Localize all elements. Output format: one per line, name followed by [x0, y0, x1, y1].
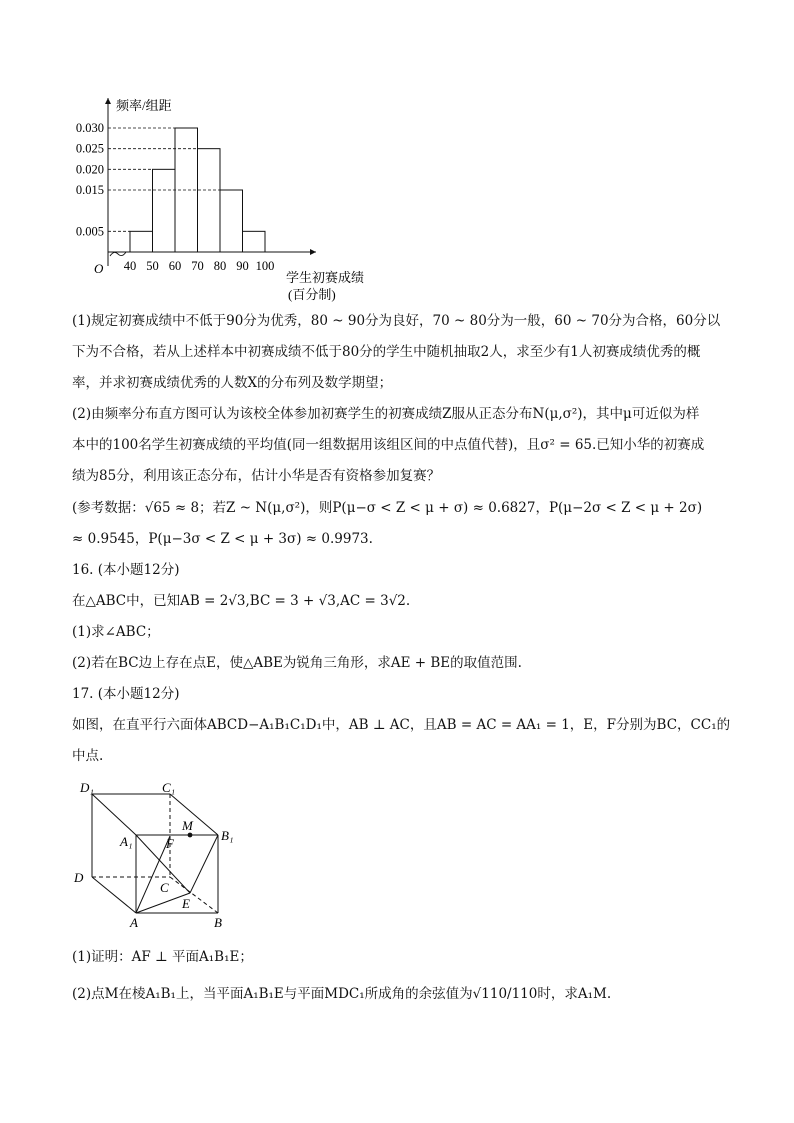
- q16-stem: 在△ABC中，已知AB = 2√3,BC = 3 + √3,AC = 3√2.: [72, 593, 411, 609]
- y-axis-label: 频率/组距: [116, 98, 172, 113]
- q17-part2: (2)点M在棱A₁B₁上，当平面A₁B₁E与平面MDC₁所成角的余弦值为√110/110时，求A₁M.: [72, 986, 612, 1002]
- x-tick-label: 40: [123, 259, 137, 273]
- label-b1: B₁: [221, 828, 234, 843]
- q17-stem-line2: 中点.: [72, 748, 104, 764]
- x-tick-label: 80: [213, 259, 227, 273]
- histogram-bar-70-80: [198, 149, 221, 252]
- axis-break-mark: [110, 252, 126, 256]
- q15-reference-line2: ≈ 0.9545，P(μ−3σ < Z < μ + 3σ) ≈ 0.9973.: [72, 531, 373, 547]
- q15-part1-line1: (1)规定初赛成绩中不低于90分为优秀，80 ~ 90分为良好，70 ~ 80分为一般，60 ~ 70分为合格，60分以: [72, 313, 721, 329]
- q15-part1-line2: 下为不合格，若从上述样本中初赛成绩不低于80分的学生中随机抽取2人，求至少有1人初赛成绩优秀的概: [72, 344, 701, 360]
- q15-reference-line1: (参考数据：√65 ≈ 8；若Z ~ N(μ,σ²)，则P(μ−σ < Z < μ + σ) ≈ 0.6827，P(μ−2σ < Z < μ + 2σ): [72, 500, 703, 516]
- origin-label: O: [94, 261, 104, 276]
- histogram-bar-90-100: [243, 231, 266, 252]
- y-tick-label: 0.005: [75, 224, 104, 239]
- q16-part1: (1)求∠ABC；: [72, 624, 160, 640]
- label-f: F: [166, 836, 174, 851]
- x-tick-label: 60: [168, 259, 182, 273]
- x-tick-label: 90: [236, 259, 249, 273]
- label-a1: A₁: [120, 834, 133, 849]
- q16-part2: (2)若在BC边上存在点E，使△ABE为锐角三角形，求AE + BE的取值范围.: [72, 655, 522, 671]
- histogram-bar-50-60: [153, 169, 176, 252]
- q15-part1-line3: 率，并求初赛成绩优秀的人数X的分布列及数学期望；: [72, 375, 393, 391]
- q16-heading: 16. (本小题12分): [72, 562, 180, 578]
- label-b: B: [214, 915, 222, 930]
- q15-part2-line3: 绩为85分，利用该正态分布，估计小华是否有资格参加复赛？: [72, 468, 441, 484]
- frequency-histogram: [60, 88, 400, 308]
- y-tick-label: 0.025: [75, 141, 104, 156]
- histogram-bar-40-50: [130, 231, 153, 252]
- label-m: M: [182, 818, 193, 833]
- q15-part2-line2: 本中的100名学生初赛成绩的平均值(同一组数据用该组区间的中点值代替)，且σ² = 65.已知小华的初赛成: [72, 437, 705, 453]
- x-axis-sublabel: (百分制): [288, 287, 336, 302]
- x-tick-label: 100: [255, 259, 275, 273]
- q15-part2-line1: (2)由频率分布直方图可认为该校全体参加初赛学生的初赛成绩Z服从正态分布N(μ,σ²)，其中μ可近似为样: [72, 406, 700, 422]
- x-axis-label: 学生初赛成绩: [286, 270, 365, 285]
- label-d: D: [74, 870, 84, 885]
- label-a: A: [130, 915, 138, 930]
- x-tick-label: 70: [191, 259, 204, 273]
- q17-part1: (1)证明：AF ⊥ 平面A₁B₁E；: [72, 949, 253, 965]
- q17-stem-line1: 如图，在直平行六面体ABCD−A₁B₁C₁D₁中，AB ⊥ AC，且AB = AC = AA₁ = 1，E，F分别为BC，CC₁的: [72, 717, 731, 733]
- label-e: E: [182, 896, 190, 911]
- y-tick-label: 0.015: [75, 183, 104, 197]
- parallelepiped-figure: [70, 780, 250, 930]
- y-tick-label: 0.020: [75, 162, 104, 177]
- label-c1: C₁: [162, 780, 176, 795]
- y-tick-label: 0.030: [75, 121, 104, 135]
- histogram-bar-80-90: [220, 190, 243, 252]
- label-c: C: [160, 880, 169, 895]
- label-d1: D₁: [80, 780, 94, 795]
- q17-heading: 17. (本小题12分): [72, 686, 180, 702]
- x-tick-label: 50: [146, 259, 159, 273]
- point-m-marker: [188, 833, 193, 838]
